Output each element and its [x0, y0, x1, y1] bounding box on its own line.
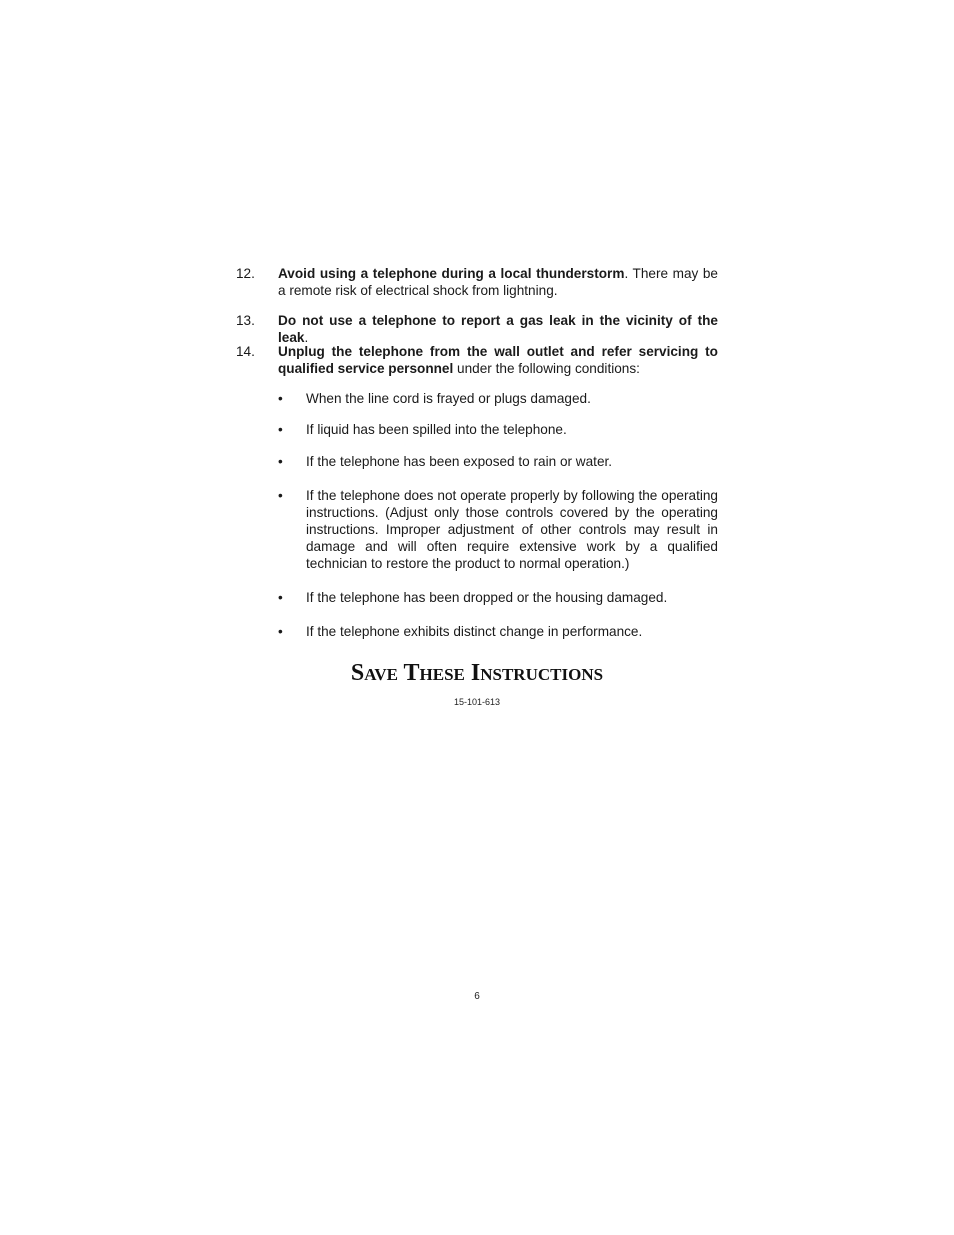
page-number: 6 [474, 991, 480, 1002]
safety-item-14 [236, 343, 718, 377]
condition-text: If the telephone does not operate properly by following the operating instructions. (Adjust only those controls covered by the operating instructions. Improper adjustment of other controls may result in damage and will often require extensive work by a qualified technician to restore the product to normal operation.) [306, 488, 718, 571]
item-bold-text: Avoid using a telephone during a local thunderstorm [278, 266, 625, 281]
condition-item [278, 453, 718, 470]
item-rest-text: . [304, 330, 309, 345]
bullet-icon: • [278, 391, 283, 406]
item-text [278, 312, 718, 346]
safety-item-12 [236, 265, 718, 299]
item-rest-text: under the following conditions: [453, 361, 640, 376]
condition-text: If the telephone exhibits distinct change in performance. [306, 624, 643, 639]
condition-item [278, 390, 718, 407]
document-code: 15-101-613 [453, 697, 501, 707]
item-bold-text: Do not use a telephone to report a gas leak in the vicinity of the leak [278, 313, 718, 345]
bullet-icon: • [278, 590, 283, 605]
condition-text: When the line cord is frayed or plugs damaged. [306, 391, 591, 406]
item-number: 12. [236, 266, 255, 281]
condition-text: If the telephone has been dropped or the housing damaged. [306, 590, 668, 605]
bullet-icon: • [278, 488, 283, 503]
condition-item [278, 589, 718, 606]
item-text [278, 343, 718, 377]
safety-item-13 [236, 312, 718, 346]
item-number: 13. [236, 313, 255, 328]
condition-text: If liquid has been spilled into the telephone. [306, 422, 567, 437]
save-instructions-heading: Save These Instructions [350, 660, 604, 686]
bullet-icon: • [278, 454, 283, 469]
condition-item [278, 623, 718, 640]
item-bold-text: Unplug the telephone from the wall outlet and refer servicing to qualified service personnel [278, 344, 718, 376]
bullet-icon: • [278, 624, 283, 639]
item-text [278, 265, 718, 299]
item-rest-text: . There may be a remote risk of electrical shock from lightning. [278, 266, 718, 298]
bullet-icon: • [278, 422, 283, 437]
condition-text: If the telephone has been exposed to rain or water. [306, 454, 613, 469]
condition-item [278, 487, 718, 572]
item-number: 14. [236, 344, 255, 359]
condition-item [278, 421, 718, 438]
